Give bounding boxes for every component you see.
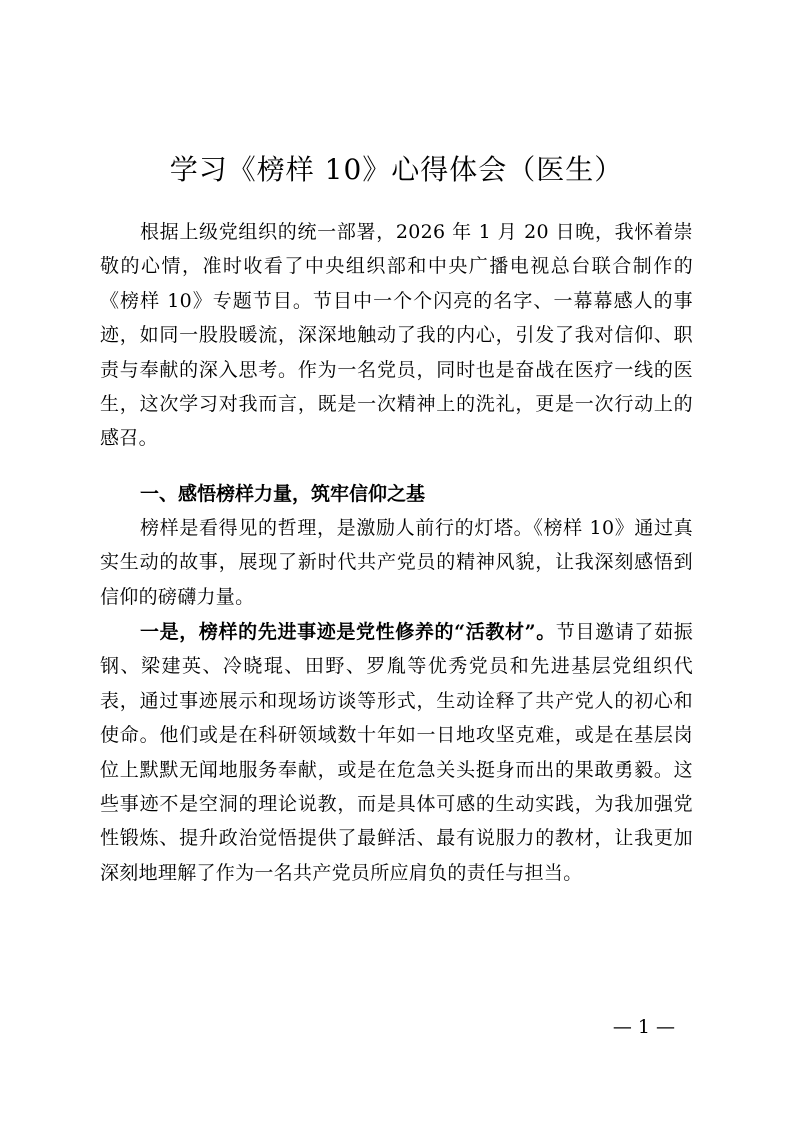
paragraph-lead-text: 一是，榜样的先进事迹是党性修养的“活教材”。: [140, 621, 556, 643]
page-number: — 1 —: [612, 1016, 675, 1038]
intro-paragraph: 根据上级党组织的统一部署，2026 年 1 月 20 日晚，我怀着崇敬的心情，准时收看了中央组织部和中央广播电视总台联合制作的《榜样 10》专题节目。节目中一个个闪亮的名字、一幕幕感人的事迹，如同一股股暖流，深深地触动了我的内心，引发了我对信仰、职责与奉献的深入思考。作为一名党员，同时也是奋战在医疗一线的医生，这次学习对我而言，既是一次精神上的洗礼，更是一次行动上的感召。: [100, 221, 693, 450]
section-paragraph-2: [100, 615, 693, 890]
section-heading-1: 一、感悟榜样力量，筑牢信仰之基: [140, 483, 426, 505]
document-title: 学习《榜样 10》心得体会（医生）: [169, 153, 624, 186]
section-paragraph-1: 榜样是看得见的哲理，是激励人前行的灯塔。《榜样 10》通过真实生动的故事，展现了新时代共产党员的精神风貌，让我深刻感悟到信仰的磅礴力量。: [100, 517, 693, 608]
paragraph-body-text: 节目邀请了茹振钢、梁建英、冷晓琨、田野、罗胤等优秀党员和先进基层党组织代表，通过事迹展示和现场访谈等形式，生动诠释了共产党人的初心和使命。他们或是在科研领域数十年如一日地攻坚克难，或是在基层岗位上默默无闻地服务奉献，或是在危急关头挺身而出的果敢勇毅。这些事迹不是空洞的理论说教，而是具体可感的生动实践，为我加强党性锻炼、提升政治觉悟提供了最鲜活、最有说服力的教材，让我更加深刻地理解了作为一名共产党员所应肩负的责任与担当。: [100, 621, 693, 884]
